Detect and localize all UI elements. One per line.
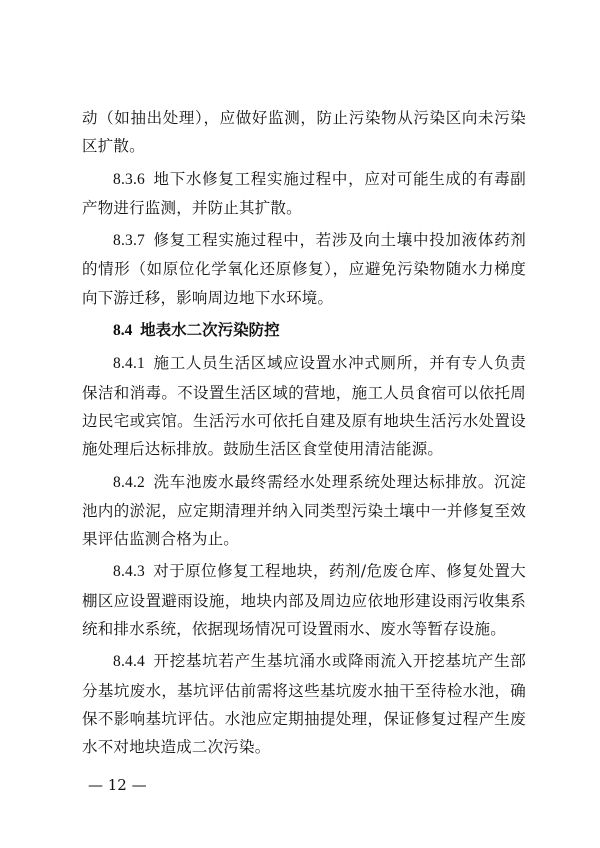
page-number: — 12 — — [88, 776, 147, 794]
paragraph — [82, 226, 526, 312]
paragraph-text: 地表水二次污染防控 — [140, 320, 280, 340]
paragraph — [82, 468, 526, 554]
paragraph-text: 对于原位修复工程地块，药剂/危废仓库、修复处置大棚区应设置避雨设施，地块内部及周边应依地形建设雨污收集系统和排水系统，依据现场情况可设置雨水、废水等暂存设施。 — [82, 562, 526, 639]
paragraph — [82, 165, 526, 223]
clause-number: 8.3.7 — [113, 232, 145, 250]
paragraph-text: 开挖基坑若产生基坑涌水或降雨流入开挖基坑产生部分基坑废水，基坑评估前需将这些基坑废水抽干至待检水池，确保不影响基坑评估。水池应定期抽提处理，保证修复过程产生废水不对地块造成二次污染。 — [82, 652, 526, 757]
paragraph — [82, 557, 526, 643]
clause-number: 8.4.4 — [113, 653, 145, 671]
paragraph — [82, 349, 526, 463]
paragraph-text: 动（如抽出处理），应做好监测，防止污染物从污染区向未污染区扩散。 — [82, 109, 526, 156]
clause-number: 8.4.3 — [113, 563, 145, 581]
clause-number: 8.4 — [113, 322, 133, 340]
section-heading — [82, 316, 526, 345]
clause-number: 8.4.2 — [113, 473, 145, 491]
paragraph-text: 施工人员生活区域应设置水冲式厕所，并有专人负责保洁和消毒。不设置生活区域的营地，施工人员食宿可以依托周边民宅或宾馆。生活污水可依托自建及原有地块生活污水处置设施处理后达标排放。鼓励生活区食堂使用清洁能源。 — [82, 354, 526, 459]
paragraph-text: 修复工程实施过程中，若涉及向土壤中投加液体药剂的情形（如原位化学氧化还原修复），应避免污染物随水力梯度向下游迁移，影响周边地下水环境。 — [82, 231, 526, 307]
clause-number: 8.4.1 — [113, 355, 145, 373]
clause-number: 8.3.6 — [113, 170, 145, 188]
paragraph — [82, 104, 526, 161]
paragraph — [82, 647, 526, 761]
paragraph-text: 洗车池废水最终需经水处理系统处理达标排放。沉淀池内的淤泥，应定期清理并纳入同类型污染土壤中一并修复至效果评估监测合格为止。 — [82, 472, 526, 549]
document-body — [82, 104, 526, 766]
paragraph-text: 地下水修复工程实施过程中，应对可能生成的有毒副产物进行监测，并防止其扩散。 — [82, 169, 526, 217]
